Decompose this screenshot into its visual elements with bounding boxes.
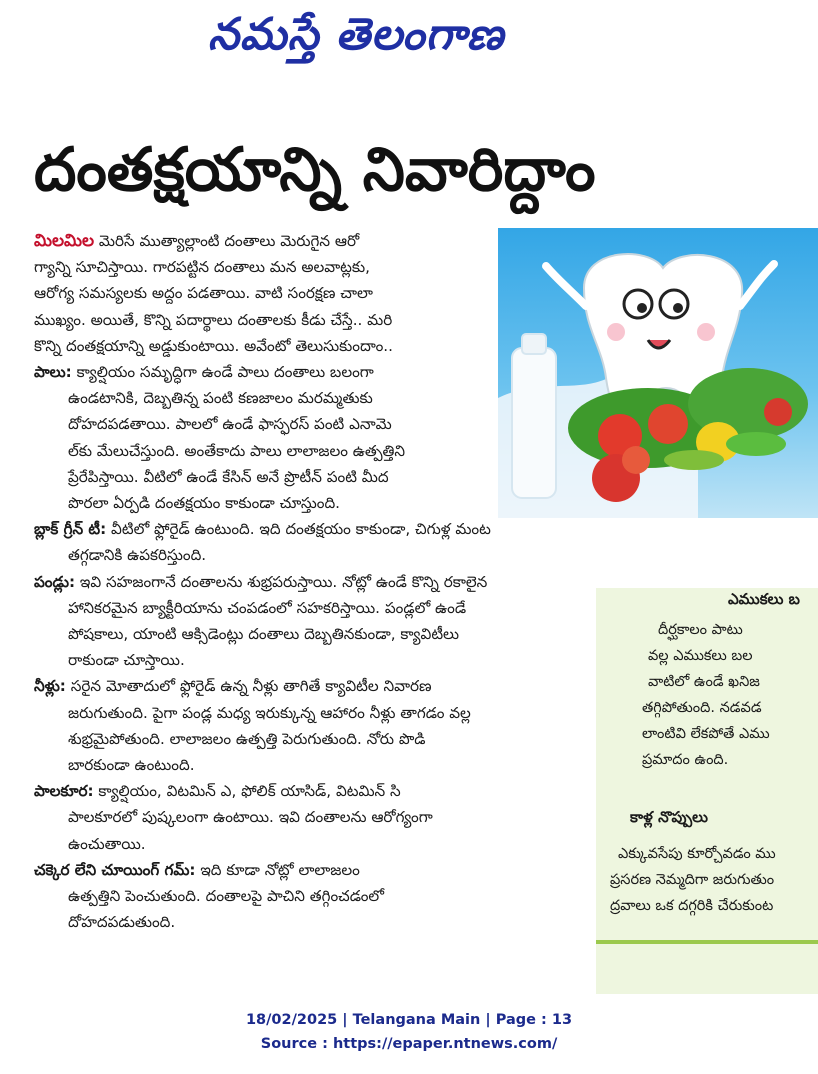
section-label: బ్లాక్ గ్రీన్ టీ: <box>34 520 107 539</box>
sidebar-line: ద్రవాలు ఒక దగ్గరికి చేరుకుంట <box>610 898 774 914</box>
section-label: పాలు: <box>34 363 72 382</box>
section-line: పొరలా ఏర్పడి దంతక్షయం కాకుండా చూస్తుంది. <box>68 494 341 513</box>
section-spinach <box>34 778 600 857</box>
section-label: పాలకూర: <box>34 782 94 801</box>
section-line: ఇవి సహజంగానే దంతాలను శుభ్రపరుస్తాయి. నోట్లో ఉండే కొన్ని రకాలైన <box>79 572 488 591</box>
sidebar-line: వల్ల ఎముకలు బల <box>648 648 753 664</box>
intro-paragraph <box>34 228 600 359</box>
sidebar-line: తగ్గిపోతుంది. నడవడ <box>642 700 762 716</box>
section-line: బారకుండా ఉంటుంది. <box>68 756 195 775</box>
sidebar-heading: ఎముకలు బ <box>728 590 800 608</box>
section-label: చక్కెర లేని చూయింగ్ గమ్: <box>34 860 196 879</box>
section-gum <box>34 857 600 936</box>
intro-line: కొన్ని దంతక్షయాన్ని అడ్డుకుంటాయి. అవేంటో తెలుసుకుందాం.. <box>34 336 393 355</box>
section-line: వీటిలో ఫ్లోరైడ్ ఉంటుంది. ఇది దంతక్షయం కాకుండా, చిగుళ్ల మంట <box>111 520 491 539</box>
section-line: ఉంచుతాయి. <box>68 834 146 853</box>
footer-source-line: Source : https://epaper.ntnews.com/ <box>260 1036 558 1052</box>
section-line: తగ్గడానికి ఉపకరిస్తుంది. <box>68 546 207 565</box>
section-line: శుభ్రమైపోతుంది. లాలాజలం ఉత్పత్తి పెరుగుతుంది. నోరు పొడి <box>68 729 426 748</box>
section-milk <box>34 359 600 516</box>
sidebar-line: ప్రసరణ నెమ్మదిగా జరుగుతుం <box>610 872 775 888</box>
article-body <box>34 228 600 935</box>
section-line: రాకుండా చూస్తాయి. <box>68 651 185 670</box>
section-line: ఇది కూడా నోట్లో లాలాజలం <box>200 860 360 879</box>
section-line: జరుగుతుంది. పైగా పండ్ల మధ్య ఇరుక్కున్న ఆహారం నీళ్లు తాగడం వల్ల <box>68 703 471 722</box>
section-line: హానికరమైన బ్యాక్టీరియాను చంపడంలో సహకరిస్తాయి. పండ్లలో ఉండే <box>68 598 467 617</box>
section-line: పోషకాలు, యాంటి ఆక్సిడెంట్లు దంతాలు దెబ్బతినకుండా, క్యావిటీలు <box>68 625 460 644</box>
article-headline: దంతక్షయాన్ని నివారిద్దాం <box>34 135 596 205</box>
sidebar-box <box>596 518 818 994</box>
intro-line: ఆరోగ్య సమస్యలకు అద్దం పడతాయి. వాటి సంరక్షణ చాలా <box>34 284 373 303</box>
section-label: పండ్లు: <box>34 572 76 591</box>
sidebar-line: ఎక్కువసేపు కూర్చోవడం ము <box>618 846 776 862</box>
intro-line: మెరిసే ముత్యాల్లాంటి దంతాలు మెరుగైన ఆరో <box>98 232 360 250</box>
sidebar-header-band <box>596 518 818 588</box>
section-line: దోహదపడుతుంది. <box>68 913 176 932</box>
intro-line: గ్యాన్ని సూచిస్తాయి. గారపట్టిన దంతాలు మన అలవాట్లకు, <box>34 258 370 277</box>
section-water <box>34 673 600 778</box>
sidebar-line: ప్రమాదం ఉంది. <box>642 752 729 768</box>
sidebar-heading: కాళ్ల నొప్పులు <box>630 808 708 826</box>
section-line: క్యాల్షియం సమృద్ధిగా ఉండే పాలు దంతాలు బలంగా <box>76 363 374 382</box>
sidebar-line: దీర్ఘకాలం పాటు <box>658 622 743 638</box>
section-tea <box>34 516 600 568</box>
section-line: దోహదపడతాయి. పాలలో ఉండే ఫాస్ఫరస్ పంటి ఎనామె <box>68 415 392 434</box>
section-line: క్యాల్షియం, విటమిన్ ఎ, ఫోలిక్ యాసిడ్, విటమిన్ సి <box>98 782 401 801</box>
sidebar-divider <box>596 940 818 944</box>
newspaper-masthead: నమస్తే తెలంగాణ <box>208 9 505 60</box>
footer-date-line: 18/02/2025 | Telangana Main | Page : 13 <box>245 1012 573 1028</box>
section-line: ఉత్పత్తిని పెంచుతుంది. దంతాలపై పాచిని తగ్గించడంలో <box>68 887 385 906</box>
section-line: సరైన మోతాదులో ఫ్లోరైడ్ ఉన్న నీళ్లు తాగితే క్యావిటీల నివారణ <box>70 677 432 696</box>
section-line: ల్‌కు మేలుచేస్తుంది. అంతేకాదు పాలు లాలాజలం ఉత్పత్తిని <box>68 441 406 460</box>
sidebar-line: లాంటివి లేకపోతే ఎము <box>642 726 770 742</box>
section-line: పాలకూరలో పుష్కలంగా ఉంటాయి. ఇవి దంతాలను ఆరోగ్యంగా <box>68 808 433 827</box>
sidebar-line: వాటిలో ఉండే ఖనిజ <box>648 674 760 690</box>
intro-line: ముఖ్యం. అయితే, కొన్ని పదార్థాలు దంతాలకు కీడు చేస్తే.. మరి <box>34 310 393 329</box>
section-line: ఉండటానికి, దెబ్బతిన్న పంటి కణజాలం మరమ్మతుకు <box>68 389 373 408</box>
section-label: నీళ్లు: <box>34 677 66 696</box>
section-line: ప్రేరేపిస్తాయి. వీటిలో ఉండే కేసిన్ అనే ప్రొటీన్ పంటి మీద <box>68 467 389 486</box>
section-fruits <box>34 569 600 674</box>
lead-word: మిలమిల <box>34 231 95 251</box>
